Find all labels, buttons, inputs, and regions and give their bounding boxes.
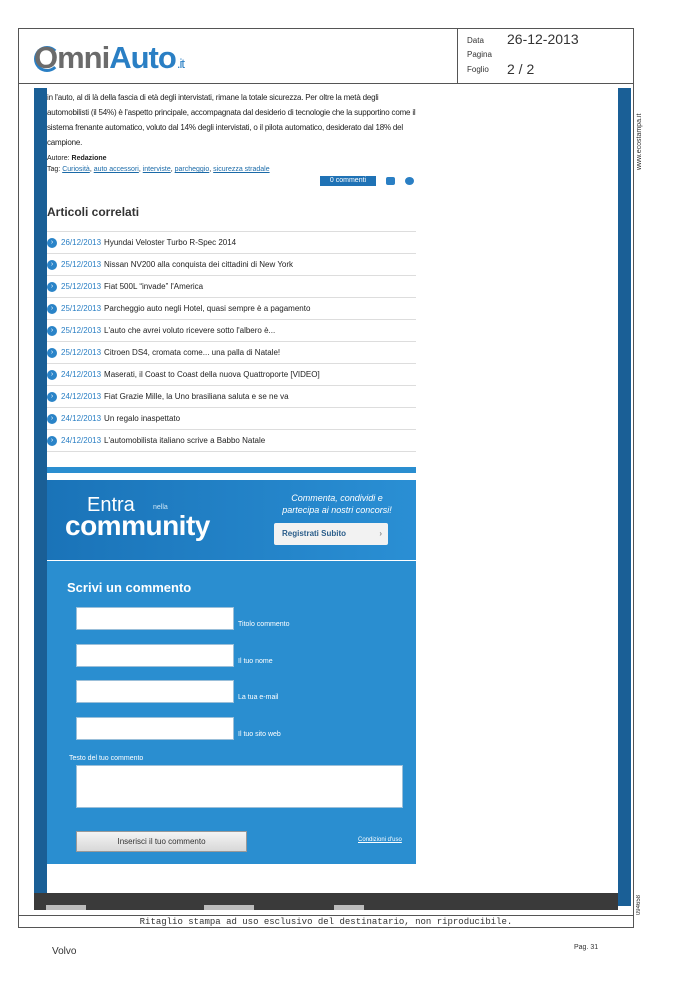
tag-link[interactable]: sicurezza stradale: [213, 166, 270, 173]
arrow-right-icon: ›: [47, 282, 57, 292]
article-paragraph: in l'auto, al di là della fascia di età degli intervistati, rimane la totale sicurezza. Per oltre la metà degli automobilisti (il 54%) è l'aspetto principale, accompagnata dal desiderio di tecnologie che la supportino come il sistema frenante automatico, voluto dal 14% degli intervistati, o il pilota automatico, desiderato dal 18% del campione.: [47, 93, 416, 147]
arrow-right-icon: ›: [47, 238, 57, 248]
related-item[interactable]: [47, 231, 416, 253]
submit-comment-button[interactable]: Inserisci il tuo commento: [76, 831, 247, 852]
related-articles-list: [47, 231, 416, 452]
related-item[interactable]: [47, 253, 416, 275]
logo-omni: Omni: [34, 40, 110, 75]
related-title[interactable]: Nissan NV200 alla conquista dei cittadini di New York: [104, 260, 294, 269]
author-line: [47, 155, 107, 162]
data-value: 26-12-2013: [507, 31, 579, 47]
related-date: 25/12/2013: [61, 348, 102, 357]
related-item[interactable]: [47, 275, 416, 297]
related-title[interactable]: Citroen DS4, cromata come... una palla di Natale!: [104, 348, 281, 357]
arrow-right-icon: ›: [47, 326, 57, 336]
comment-textarea[interactable]: [76, 765, 403, 808]
related-item[interactable]: [47, 341, 416, 363]
left-blue-bar: [34, 88, 47, 906]
tag-link[interactable]: Curiosità: [62, 166, 90, 173]
logo-tld: .it: [176, 56, 184, 71]
related-date: 24/12/2013: [61, 436, 102, 445]
related-date: 24/12/2013: [61, 392, 102, 401]
related-date: 24/12/2013: [61, 414, 102, 423]
register-label: Registrati Subito: [282, 529, 347, 538]
related-item[interactable]: [47, 385, 416, 407]
arrow-right-icon: ›: [47, 370, 57, 380]
related-item[interactable]: [47, 429, 416, 452]
tag-link[interactable]: parcheggio: [174, 166, 210, 173]
tags-label: Tag:: [47, 166, 61, 173]
author-label: Autore:: [47, 155, 70, 162]
site-footer-bar: [34, 893, 618, 910]
related-title[interactable]: Hyundai Veloster Turbo R-Spec 2014: [104, 238, 237, 247]
related-title[interactable]: Maserati, il Coast to Coast della nuova Quattroporte [VIDEO]: [104, 370, 320, 379]
related-date: 25/12/2013: [61, 304, 102, 313]
name-label: Il tuo nome: [238, 658, 273, 665]
comment-title-label: Titolo commento: [238, 621, 290, 628]
comment-title-input[interactable]: [76, 607, 234, 630]
footer-placeholder: [46, 905, 86, 910]
related-title[interactable]: L'auto che avrei voluto ricevere sotto l'albero è...: [104, 326, 276, 335]
related-item[interactable]: [47, 319, 416, 341]
related-title[interactable]: Fiat 500L “invade” l'America: [104, 282, 204, 291]
arrow-right-icon: ›: [47, 260, 57, 270]
foglio-label: Foglio: [467, 65, 489, 74]
related-title[interactable]: Parcheggio auto negli Hotel, quasi sempre è a pagamento: [104, 304, 311, 313]
logo-text: [34, 40, 184, 76]
right-blue-bar: [618, 88, 631, 906]
tag-link[interactable]: interviste: [142, 166, 171, 173]
conditions-link[interactable]: Condizioni d'uso: [358, 837, 402, 843]
section-stripe: [47, 467, 416, 473]
website-input[interactable]: [76, 717, 234, 740]
side-code: 094658: [636, 895, 642, 916]
related-title[interactable]: Un regalo inaspettato: [104, 414, 181, 423]
foglio-value: 2 / 2: [507, 61, 535, 77]
footer-placeholder: [204, 905, 254, 910]
comments-count-button[interactable]: 0 commenti: [320, 176, 376, 186]
header-separator: [457, 28, 458, 84]
comment-form: [47, 561, 416, 864]
related-title[interactable]: Fiat Grazie Mille, la Uno brasiliana saluta e se ne va: [104, 392, 289, 401]
email-label: La tua e-mail: [238, 694, 279, 701]
comment-bubble-icon[interactable]: [405, 177, 414, 185]
tags-line: Tag: Curiosità, auto accessori, interviste, parcheggio, sicurezza stradale: [47, 166, 270, 173]
register-button[interactable]: [274, 523, 388, 545]
banner-nella: nella: [153, 504, 168, 511]
related-item[interactable]: [47, 297, 416, 319]
related-date: 24/12/2013: [61, 370, 102, 379]
footer-placeholder: [334, 905, 364, 910]
publication-name: Volvo: [52, 946, 77, 957]
banner-community: community: [65, 510, 210, 541]
related-item[interactable]: [47, 407, 416, 429]
related-title[interactable]: L'automobilista italiano scrive a Babbo Natale: [104, 436, 266, 445]
name-input[interactable]: [76, 644, 234, 667]
arrow-right-icon: ›: [47, 348, 57, 358]
author-name: Redazione: [71, 155, 107, 162]
side-source-url: www.ecostampa.it: [636, 113, 643, 170]
arrow-right-icon: ›: [47, 414, 57, 424]
banner-tagline: Commenta, condividi e partecipa ai nostri concorsi!: [282, 493, 392, 515]
arrow-right-icon: ›: [47, 392, 57, 402]
banner-entra: Entra: [87, 494, 135, 516]
related-articles-title: Articoli correlati: [47, 205, 140, 219]
community-banner[interactable]: [47, 480, 416, 560]
pagina-label: Pagina: [467, 50, 492, 59]
clip-divider: [18, 915, 634, 916]
related-date: 25/12/2013: [61, 260, 102, 269]
related-date: 26/12/2013: [61, 238, 102, 247]
email-share-icon[interactable]: [386, 177, 395, 185]
data-label: Data: [467, 36, 484, 45]
related-date: 25/12/2013: [61, 326, 102, 335]
website-label: Il tuo sito web: [238, 731, 281, 738]
related-date: 25/12/2013: [61, 282, 102, 291]
page-number: Pag. 31: [574, 944, 599, 951]
tag-link[interactable]: auto accessori: [93, 166, 139, 173]
clip-notice: Ritaglio stampa ad uso esclusivo del destinatario, non riproducibile.: [139, 917, 513, 927]
chevron-right-icon: ›: [379, 529, 382, 538]
email-input[interactable]: [76, 680, 234, 703]
related-item[interactable]: [47, 363, 416, 385]
logo-auto: Auto: [109, 40, 176, 75]
header-divider: [18, 83, 634, 84]
arrow-right-icon: ›: [47, 304, 57, 314]
comment-text-label: Testo del tuo commento: [69, 755, 144, 762]
form-title: Scrivi un commento: [67, 580, 192, 595]
arrow-right-icon: ›: [47, 436, 57, 446]
